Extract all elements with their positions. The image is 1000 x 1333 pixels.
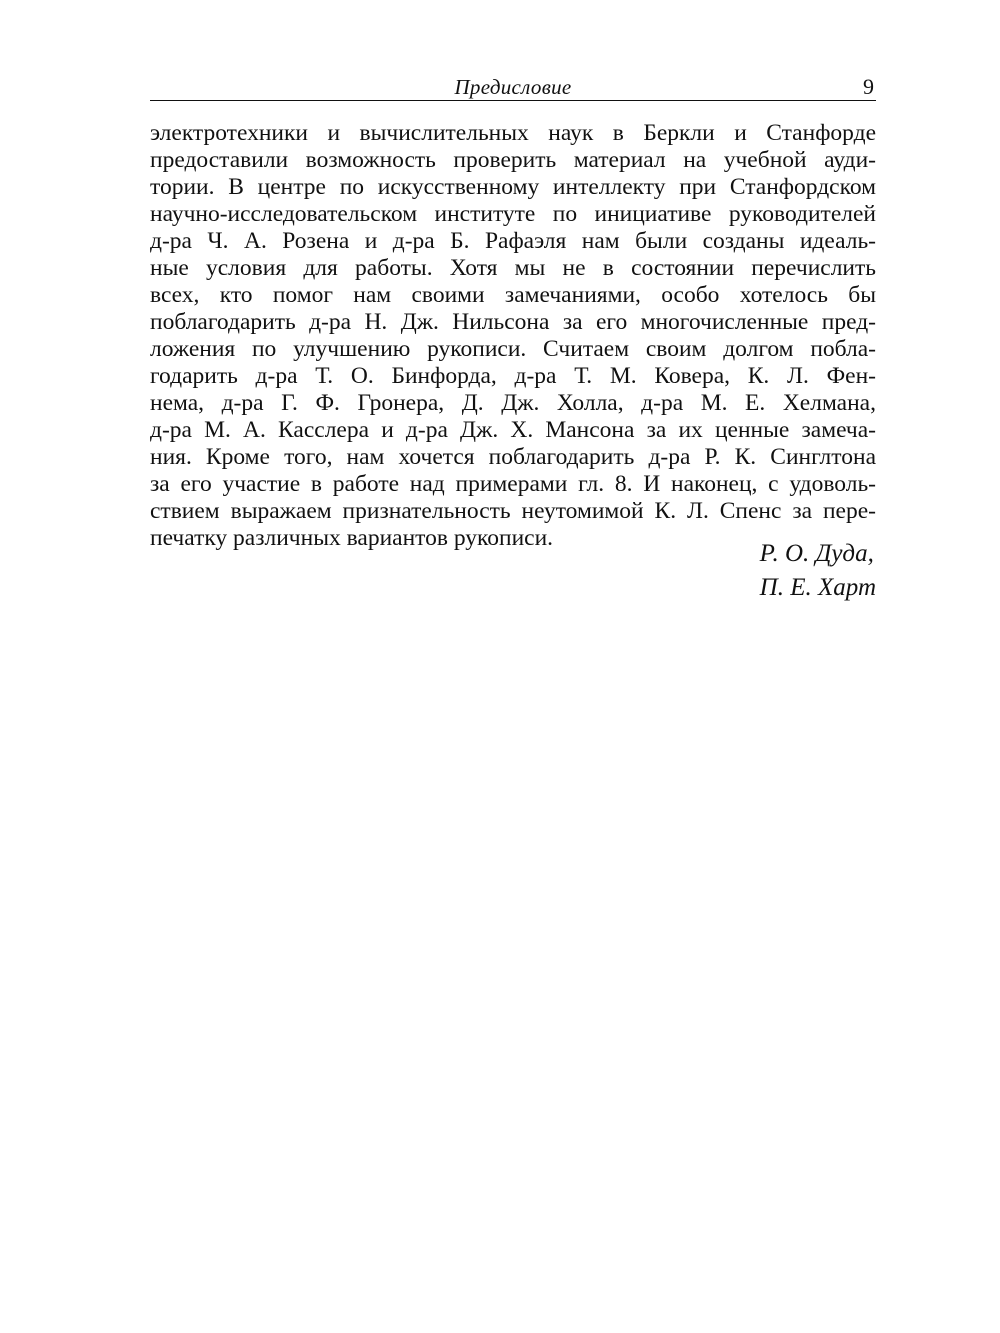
page-number: 9 <box>863 74 874 99</box>
running-header <box>150 72 876 101</box>
text-line: д-ра Ч. А. Розена и д-ра Б. Рафаэля нам были созданы идеаль- <box>150 228 876 254</box>
text-line: поблагодарить д-ра Н. Дж. Нильсона за его многочисленные пред- <box>150 309 876 335</box>
text-line-last: печатку различных вариантов рукописи. <box>150 525 554 551</box>
text-line: ложения по улучшению рукописи. Считаем своим долгом побла- <box>150 336 876 362</box>
text-line: предоставили возможность проверить материал на учебной ауди- <box>150 147 876 173</box>
text-line: тории. В центре по искусственному интеллекту при Станфордском <box>150 174 876 200</box>
text-line: ные условия для работы. Хотя мы не в состоянии перечислить <box>150 255 876 281</box>
author-signature <box>760 537 876 605</box>
author-name: Р. О. Дуда, <box>759 540 874 567</box>
text-line: д-ра М. А. Касслера и д-ра Дж. Х. Мансона за их ценные замеча- <box>150 417 876 443</box>
text-line: за его участие в работе над примерами гл. 8. И наконец, с удоволь- <box>150 471 876 497</box>
text-line: научно-исследовательском институте по инициативе руководителей <box>150 201 876 227</box>
running-title: Предисловие <box>454 75 572 99</box>
author-name: П. Е. Харт <box>759 574 876 601</box>
text-line: всех, кто помог нам своими замечаниями, особо хотелось бы <box>150 282 876 308</box>
preface-paragraph <box>150 120 876 552</box>
text-line: ния. Кроме того, нам хочется поблагодарить д-ра Р. К. Синглтона <box>150 444 876 470</box>
text-line: ствием выражаем признательность неутомимой К. Л. Спенс за пере- <box>150 498 876 524</box>
text-line: нема, д-ра Г. Ф. Гронера, Д. Дж. Холла, д-ра М. Е. Хелмана, <box>150 390 876 416</box>
text-line: годарить д-ра Т. О. Бинфорда, д-ра Т. М. Ковера, К. Л. Фен- <box>150 363 876 389</box>
text-line: электротехники и вычислительных наук в Беркли и Станфорде <box>150 120 876 146</box>
